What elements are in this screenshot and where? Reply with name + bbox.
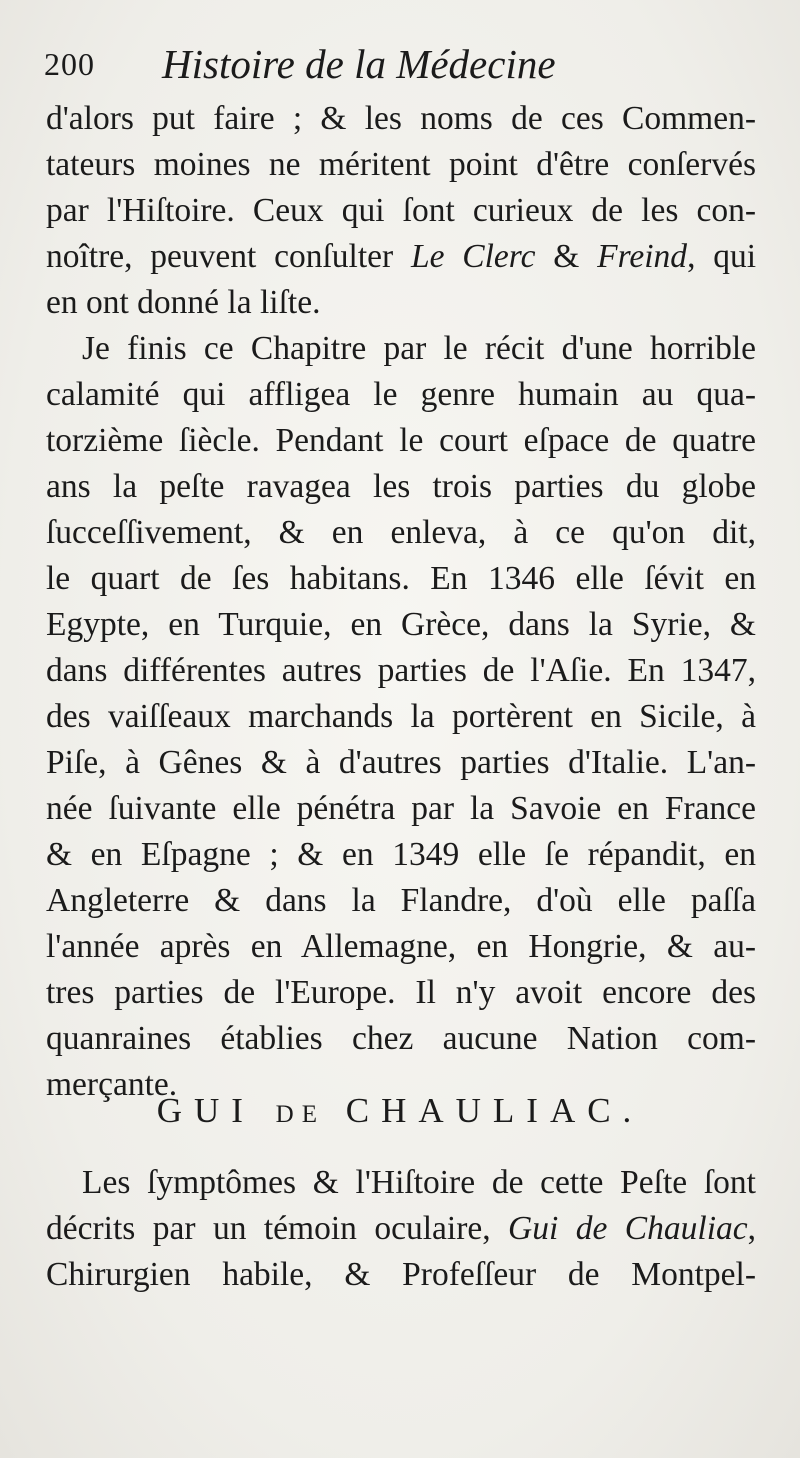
text-line: tateurs moines ne méritent point d'être conſervés <box>46 146 756 183</box>
text-line <box>46 234 756 280</box>
text-line: des vaiſſeaux marchands la portèrent en Sicile, à <box>46 698 756 735</box>
heading-part: DE <box>275 1101 325 1128</box>
author-name-italic: Gui de Chauliac <box>508 1210 748 1247</box>
text-fragment: , qui <box>687 238 757 275</box>
text-line: ans la peſte ravagea les trois parties du globe <box>46 468 756 505</box>
text-line: par l'Hiſtoire. Ceux qui ſont curieux de les con- <box>46 192 756 229</box>
text-line: Les ſymptômes & l'Hiſtoire de cette Peſte ſont <box>82 1164 756 1201</box>
text-line: Angleterre & dans la Flandre, d'où elle paſſa <box>46 882 756 919</box>
text-line: Je finis ce Chapitre par le récit d'une horrible <box>82 330 756 367</box>
text-line: dans différentes autres parties de l'Aſie. En 1347, <box>46 652 756 689</box>
text-fragment: , <box>747 1210 756 1247</box>
text-line: le quart de ſes habitans. En 1346 elle ſévit en <box>46 560 756 597</box>
author-name-italic: Freind <box>597 238 688 275</box>
text-line: torzième ſiècle. Pendant le court eſpace de quatre <box>46 422 756 459</box>
text-line: tres parties de l'Europe. Il n'y avoit encore des <box>46 974 756 1011</box>
running-title: Histoire de la Médecine <box>162 41 556 87</box>
text-line <box>46 1206 756 1252</box>
body-text <box>46 96 756 1108</box>
text-line: quanraines établies chez aucune Nation com- <box>46 1020 756 1057</box>
text-line: d'alors put faire ; & les noms de ces Commen- <box>46 100 756 137</box>
heading-part: CHAULIAC. <box>345 1091 644 1130</box>
text-line: Piſe, à Gênes & à d'autres parties d'Italie. L'an- <box>46 744 756 781</box>
text-line: ſucceſſivement, & en enleva, à ce qu'on dit, <box>46 514 756 551</box>
text-fragment: noître, peuvent conſulter <box>46 238 394 275</box>
text-line: merçante. <box>46 1066 178 1103</box>
text-line: née ſuivante elle pénétra par la Savoie en France <box>46 790 756 827</box>
author-name-italic: Le Clerc <box>411 238 536 275</box>
text-fragment: & <box>553 238 580 275</box>
text-line: & en Eſpagne ; & en 1349 elle ſe répandit, en <box>46 836 756 873</box>
heading-part: GUI <box>156 1091 255 1130</box>
section-heading <box>0 1086 800 1136</box>
page-header <box>44 40 744 96</box>
text-line: Chirurgien habile, & Profeſſeur de Montpel- <box>46 1256 756 1293</box>
text-fragment: décrits par un témoin oculaire, <box>46 1210 491 1247</box>
text-line: l'année après en Allemagne, en Hongrie, & au- <box>46 928 756 965</box>
text-line: en ont donné la liſte. <box>46 284 321 321</box>
text-line: calamité qui affligea le genre humain au qua- <box>46 376 756 413</box>
page-number: 200 <box>44 46 95 82</box>
text-line: Egypte, en Turquie, en Grèce, dans la Syrie, & <box>46 606 756 643</box>
body-text-continued <box>46 1160 756 1298</box>
